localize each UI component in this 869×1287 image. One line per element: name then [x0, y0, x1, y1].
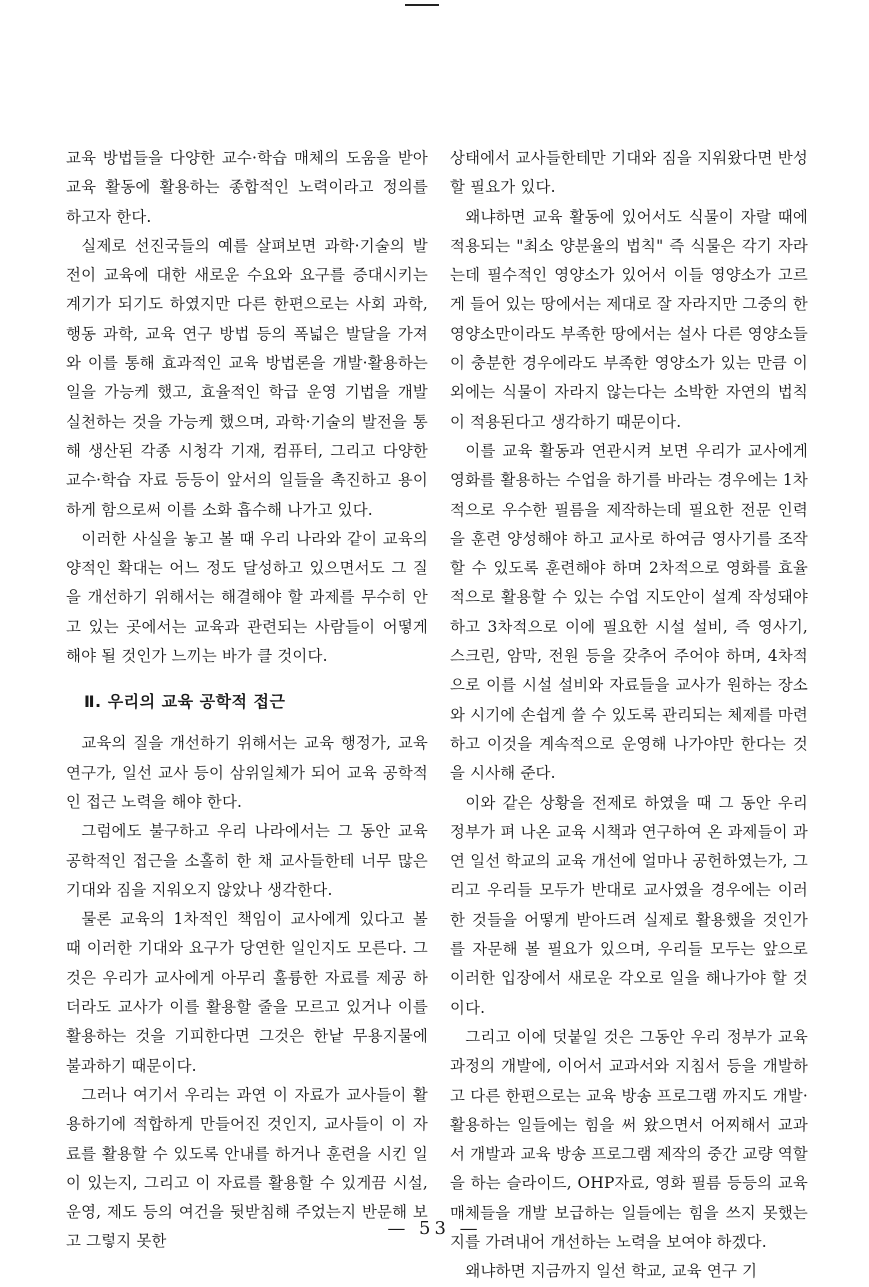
paragraph: 이러한 사실을 놓고 볼 때 우리 나라와 같이 교육의 양적인 확대는 어느 정도 달성하고 있으면서도 그 질을 개선하기 위해서는 해결해야 할 과제를 무수히 안고 있는 곳에서는 교육과 관련되는 사람들이 어떻게 해야 될 것인가 느끼는 바가 클 것이다. [66, 529, 428, 666]
paragraph: 실제로 선진국들의 예를 살펴보면 과학·기술의 발전이 교육에 대한 새로운 수요와 요구를 증대시키는 계기가 되기도 하였지만 다른 한편으로는 사회 과학, 행동 과학, 교육 연구 방법 등의 폭넓은 발달을 가져와 이를 통해 효과적인 교육 방법론을 개발·활용하는 일을 가능케 했고, 효율적인 학급 운영 기법을 개발 실천하는 것을 가능케 했으며, 과학·기술의 발전을 통해 생산된 각종 시청각 기재, 컴퓨터, 그리고 다양한 교수·학습 자료 등등이 앞서의 일들을 촉진하고 용이하게 함으로써 이를 소화 흡수해 나가고 있다. [66, 236, 428, 519]
paragraph: 그럼에도 불구하고 우리 나라에서는 그 동안 교육 공학적인 접근을 소홀히 한 채 교사들한테 너무 많은 기대와 짐을 지워오지 않았나 생각한다. [66, 822, 428, 899]
section-heading: Ⅱ. 우리의 교육 공학적 접근 [84, 692, 286, 712]
paragraph: 교육 방법들을 다양한 교수·학습 매체의 도움을 받아 교육 활동에 활용하는 종합적인 노력이라고 정의를 하고자 한다. [66, 149, 428, 226]
top-rule [405, 4, 439, 6]
paragraph: 이와 같은 상황을 전제로 하였을 때 그 동안 우리 정부가 펴 나온 교육 시책과 연구하여 온 과제들이 과연 일선 학교의 교육 개선에 얼마나 공헌하였는가, 그리고 우리들 모두가 반대로 교사였을 경우에는 이러한 것들을 어떻게 받아드려 실제로 활용했을 것인가를 자문해 볼 필요가 있으며, 우리들 모두는 앞으로 이러한 입장에서 새로운 각오로 일을 해나가야 할 것이다. [450, 793, 808, 1017]
right-column [450, 144, 808, 1287]
paragraph: 그러나 여기서 우리는 과연 이 자료가 교사들이 활용하기에 적합하게 만들어진 것인지, 교사들이 이 자료를 활용할 수 있도록 안내를 하거나 훈련을 시킨 일이 있는지, 그리고 이 자료를 활용할 수 있게끔 시설, 운영, 제도 등의 여건을 뒷받침해 주었는지 반문해 보고 그렇지 못한 [66, 1085, 428, 1251]
paragraph: 왜냐하면 지금까지 일선 학교, 교육 연구 기 [465, 1262, 758, 1281]
left-column [66, 144, 428, 1257]
paragraph: 교육의 질을 개선하기 위해서는 교육 행정가, 교육 연구가, 일선 교사 등이 삼위일체가 되어 교육 공학적인 접근 노력을 해야 한다. [66, 734, 428, 811]
page-number: — 53 — [387, 1218, 482, 1239]
paragraph: 상태에서 교사들한테만 기대와 짐을 지워왔다면 반성할 필요가 있다. [450, 149, 808, 197]
paragraph: 이를 교육 활동과 연관시켜 보면 우리가 교사에게 영화를 활용하는 수업을 하기를 바라는 경우에는 1차적으로 우수한 필름을 제작하는데 필요한 전문 인력을 훈련 양성해야 하고 교사로 하여금 영사기를 조작할 수 있도록 훈련해야 하며 2차적으로 영화를 효율적으로 활용할 수 있는 수업 지도안이 설계 작성돼야 하고 3차적으로 이에 필요한 시설 설비, 즉 영사기, 스크린, 암막, 전원 등을 갖추어 주어야 하며, 4차적으로 이를 시설 설비와 자료들을 교사가 원하는 장소와 시기에 손쉽게 쓸 수 있도록 관리되는 체제를 마련하고 이것을 계속적으로 운영해 나가야만 한다는 것을 시사해 준다. [450, 441, 808, 783]
paragraph: 물론 교육의 1차적인 책임이 교사에게 있다고 볼 때 이러한 기대와 요구가 당연한 일인지도 모른다. 그것은 우리가 교사에게 아무리 훌륭한 자료를 제공 하더라도 교사가 이를 활용할 줄을 모르고 있거나 이를 활용하는 것을 기피한다면 그것은 한낱 무용지물에 불과하기 때문이다. [66, 910, 428, 1075]
paragraph: 그리고 이에 덧붙일 것은 그동안 우리 정부가 교육 과정의 개발에, 이어서 교과서와 지침서 등을 개발하고 다른 한편으로는 교육 방송 프로그램 까지도 개발·활용하는 일들에는 힘을 써 왔으면서 어찌해서 교과서 개발과 교육 방송 프로그램 제작의 중간 교량 역할을 하는 슬라이드, OHP자료, 영화 필름 등등의 교육 매체들을 개발 보급하는 일들에는 힘을 쓰지 못했는지를 가려내어 개선하는 노력을 보여야 하겠다. [450, 1027, 808, 1251]
paragraph: 왜냐하면 교육 활동에 있어서도 식물이 자랄 때에 적용되는 "최소 양분율의 법칙" 즉 식물은 각기 자라는데 필수적인 영양소가 있어서 이들 영양소가 고르게 들어 있는 땅에서는 제대로 잘 자라지만 그중의 한 영양소만이라도 부족한 땅에서는 설사 다른 영양소들이 충분한 경우에라도 부족한 영양소가 있는 만큼 이외에는 식물이 자라지 않는다는 소박한 자연의 법칙이 적용된다고 생각하기 때문이다. [450, 207, 808, 431]
